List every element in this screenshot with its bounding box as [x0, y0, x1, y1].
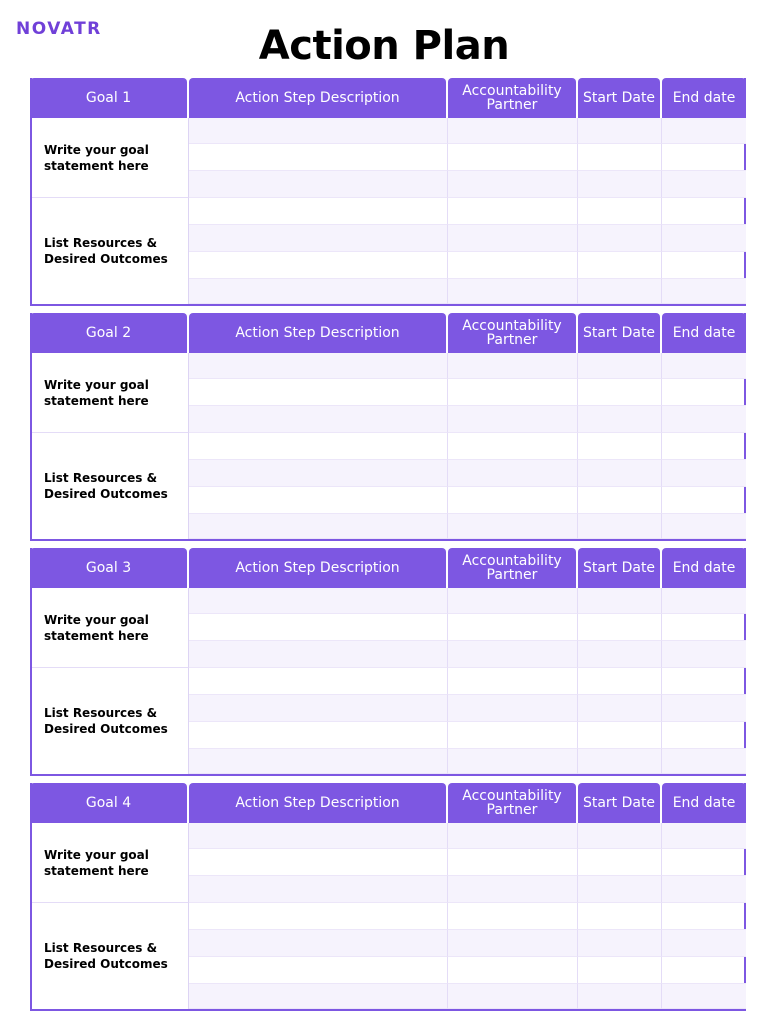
partner-cell[interactable] [448, 876, 578, 903]
partner-header: Accountability Partner [448, 783, 576, 823]
goal-table-1 [30, 78, 746, 306]
partner-cell[interactable] [448, 144, 578, 171]
action-step-cell[interactable] [189, 198, 448, 225]
partner-cell[interactable] [448, 930, 578, 957]
goal-resources[interactable]: List Resources & Desired Outcomes [32, 668, 189, 774]
end-date-cell[interactable] [662, 144, 746, 171]
goal-resources[interactable]: List Resources & Desired Outcomes [32, 903, 189, 1009]
start-date-cell[interactable] [578, 406, 662, 433]
end-date-cell[interactable] [662, 876, 746, 903]
end-date-cell[interactable] [662, 588, 746, 614]
partner-cell[interactable] [448, 641, 578, 668]
table-row [189, 279, 746, 304]
table-row [189, 957, 746, 984]
end-date-cell[interactable] [662, 641, 746, 668]
start-date-cell[interactable] [578, 171, 662, 198]
goal-statement[interactable]: Write your goal statement here [32, 823, 189, 903]
action-step-cell[interactable] [189, 353, 448, 379]
start-date-cell[interactable] [578, 379, 662, 406]
partner-cell[interactable] [448, 849, 578, 876]
start-date-cell[interactable] [578, 460, 662, 487]
end-date-cell[interactable] [662, 903, 746, 930]
table-row [189, 641, 746, 668]
table-row [189, 353, 746, 379]
start-date-cell[interactable] [578, 668, 662, 695]
start-date-cell[interactable] [578, 695, 662, 722]
table-row [189, 144, 746, 171]
start-date-cell[interactable] [578, 903, 662, 930]
end-date-cell[interactable] [662, 406, 746, 433]
table-row [189, 823, 746, 849]
table-row [189, 722, 746, 749]
action-step-cell[interactable] [189, 514, 448, 539]
table-row [189, 487, 746, 514]
partner-cell[interactable] [448, 406, 578, 433]
partner-cell[interactable] [448, 487, 578, 514]
table-row [189, 252, 746, 279]
start-date-cell[interactable] [578, 984, 662, 1009]
action-step-cell[interactable] [189, 118, 448, 144]
goal-statement[interactable]: Write your goal statement here [32, 118, 189, 198]
partner-cell[interactable] [448, 514, 578, 539]
table-row [189, 118, 746, 144]
start-date-header: Start Date [578, 783, 660, 823]
partner-header: Accountability Partner [448, 548, 576, 588]
table-row [189, 514, 746, 539]
goal-header: Goal 3 [30, 548, 187, 588]
start-date-cell[interactable] [578, 279, 662, 304]
start-date-header: Start Date [578, 313, 660, 353]
start-date-cell[interactable] [578, 614, 662, 641]
partner-cell[interactable] [448, 252, 578, 279]
table-header [30, 313, 746, 353]
action-step-cell[interactable] [189, 668, 448, 695]
table-header [30, 78, 746, 118]
end-date-cell[interactable] [662, 171, 746, 198]
table-header [30, 548, 746, 588]
start-date-cell[interactable] [578, 353, 662, 379]
end-date-cell[interactable] [662, 198, 746, 225]
start-date-cell[interactable] [578, 144, 662, 171]
partner-cell[interactable] [448, 903, 578, 930]
action-step-cell[interactable] [189, 225, 448, 252]
partner-header: Accountability Partner [448, 78, 576, 118]
action-step-header: Action Step Description [189, 313, 446, 353]
end-date-cell[interactable] [662, 353, 746, 379]
partner-cell[interactable] [448, 749, 578, 774]
action-step-cell[interactable] [189, 876, 448, 903]
start-date-cell[interactable] [578, 118, 662, 144]
table-row [189, 930, 746, 957]
goal-header: Goal 2 [30, 313, 187, 353]
start-date-header: Start Date [578, 78, 660, 118]
start-date-cell[interactable] [578, 823, 662, 849]
end-date-cell[interactable] [662, 957, 746, 984]
end-date-cell[interactable] [662, 930, 746, 957]
end-date-cell[interactable] [662, 433, 746, 460]
action-step-cell[interactable] [189, 460, 448, 487]
goal-resources[interactable]: List Resources & Desired Outcomes [32, 433, 189, 539]
action-step-cell[interactable] [189, 487, 448, 514]
action-step-cell[interactable] [189, 957, 448, 984]
action-step-cell[interactable] [189, 379, 448, 406]
end-date-cell[interactable] [662, 279, 746, 304]
action-step-cell[interactable] [189, 695, 448, 722]
end-date-header: End date [662, 313, 746, 353]
partner-cell[interactable] [448, 433, 578, 460]
partner-cell[interactable] [448, 279, 578, 304]
action-step-cell[interactable] [189, 903, 448, 930]
partner-cell[interactable] [448, 722, 578, 749]
end-date-cell[interactable] [662, 749, 746, 774]
action-step-header: Action Step Description [189, 548, 446, 588]
table-row [189, 379, 746, 406]
action-step-cell[interactable] [189, 279, 448, 304]
action-step-cell[interactable] [189, 849, 448, 876]
start-date-cell[interactable] [578, 487, 662, 514]
end-date-cell[interactable] [662, 722, 746, 749]
end-date-cell[interactable] [662, 614, 746, 641]
goal-table-2 [30, 313, 746, 541]
table-row [189, 406, 746, 433]
start-date-cell[interactable] [578, 514, 662, 539]
partner-cell[interactable] [448, 984, 578, 1009]
end-date-cell[interactable] [662, 460, 746, 487]
table-row [189, 433, 746, 460]
table-row [189, 876, 746, 903]
end-date-cell[interactable] [662, 668, 746, 695]
action-step-cell[interactable] [189, 588, 448, 614]
start-date-header: Start Date [578, 548, 660, 588]
table-row [189, 460, 746, 487]
end-date-cell[interactable] [662, 514, 746, 539]
start-date-cell[interactable] [578, 252, 662, 279]
action-step-cell[interactable] [189, 984, 448, 1009]
goal-statement[interactable]: Write your goal statement here [32, 588, 189, 668]
end-date-cell[interactable] [662, 823, 746, 849]
goal-table-4 [30, 783, 746, 1011]
start-date-cell[interactable] [578, 957, 662, 984]
action-step-cell[interactable] [189, 722, 448, 749]
page-title: Action Plan [258, 23, 510, 69]
action-step-cell[interactable] [189, 252, 448, 279]
action-step-cell[interactable] [189, 406, 448, 433]
end-date-cell[interactable] [662, 487, 746, 514]
end-date-header: End date [662, 78, 746, 118]
table-row [189, 984, 746, 1009]
start-date-cell[interactable] [578, 930, 662, 957]
action-step-header: Action Step Description [189, 78, 446, 118]
table-row [189, 668, 746, 695]
end-date-cell[interactable] [662, 118, 746, 144]
table-row [189, 198, 746, 225]
table-row [189, 171, 746, 198]
action-step-cell[interactable] [189, 749, 448, 774]
goal-resources[interactable]: List Resources & Desired Outcomes [32, 198, 189, 304]
partner-cell[interactable] [448, 118, 578, 144]
end-date-header: End date [662, 783, 746, 823]
start-date-cell[interactable] [578, 749, 662, 774]
end-date-cell[interactable] [662, 379, 746, 406]
partner-cell[interactable] [448, 823, 578, 849]
action-step-cell[interactable] [189, 930, 448, 957]
start-date-cell[interactable] [578, 588, 662, 614]
partner-cell[interactable] [448, 353, 578, 379]
start-date-cell[interactable] [578, 225, 662, 252]
partner-header: Accountability Partner [448, 313, 576, 353]
table-header [30, 783, 746, 823]
action-step-cell[interactable] [189, 641, 448, 668]
brand-logo: NOVATR [16, 19, 102, 39]
start-date-cell[interactable] [578, 722, 662, 749]
table-row [189, 903, 746, 930]
partner-cell[interactable] [448, 668, 578, 695]
partner-cell[interactable] [448, 379, 578, 406]
action-step-cell[interactable] [189, 433, 448, 460]
end-date-cell[interactable] [662, 984, 746, 1009]
table-row [189, 749, 746, 774]
table-row [189, 849, 746, 876]
action-step-header: Action Step Description [189, 783, 446, 823]
action-step-cell[interactable] [189, 614, 448, 641]
table-row [189, 225, 746, 252]
action-step-cell[interactable] [189, 823, 448, 849]
table-row [189, 588, 746, 614]
goal-table-3 [30, 548, 746, 776]
partner-cell[interactable] [448, 588, 578, 614]
end-date-cell[interactable] [662, 252, 746, 279]
partner-cell[interactable] [448, 614, 578, 641]
partner-cell[interactable] [448, 225, 578, 252]
end-date-header: End date [662, 548, 746, 588]
start-date-cell[interactable] [578, 876, 662, 903]
end-date-cell[interactable] [662, 849, 746, 876]
action-step-cell[interactable] [189, 144, 448, 171]
goal-statement[interactable]: Write your goal statement here [32, 353, 189, 433]
action-step-cell[interactable] [189, 171, 448, 198]
table-row [189, 695, 746, 722]
start-date-cell[interactable] [578, 433, 662, 460]
start-date-cell[interactable] [578, 849, 662, 876]
partner-cell[interactable] [448, 695, 578, 722]
end-date-cell[interactable] [662, 225, 746, 252]
goal-header: Goal 4 [30, 783, 187, 823]
table-row [189, 614, 746, 641]
start-date-cell[interactable] [578, 198, 662, 225]
start-date-cell[interactable] [578, 641, 662, 668]
end-date-cell[interactable] [662, 695, 746, 722]
partner-cell[interactable] [448, 171, 578, 198]
partner-cell[interactable] [448, 198, 578, 225]
partner-cell[interactable] [448, 957, 578, 984]
goal-header: Goal 1 [30, 78, 187, 118]
partner-cell[interactable] [448, 460, 578, 487]
